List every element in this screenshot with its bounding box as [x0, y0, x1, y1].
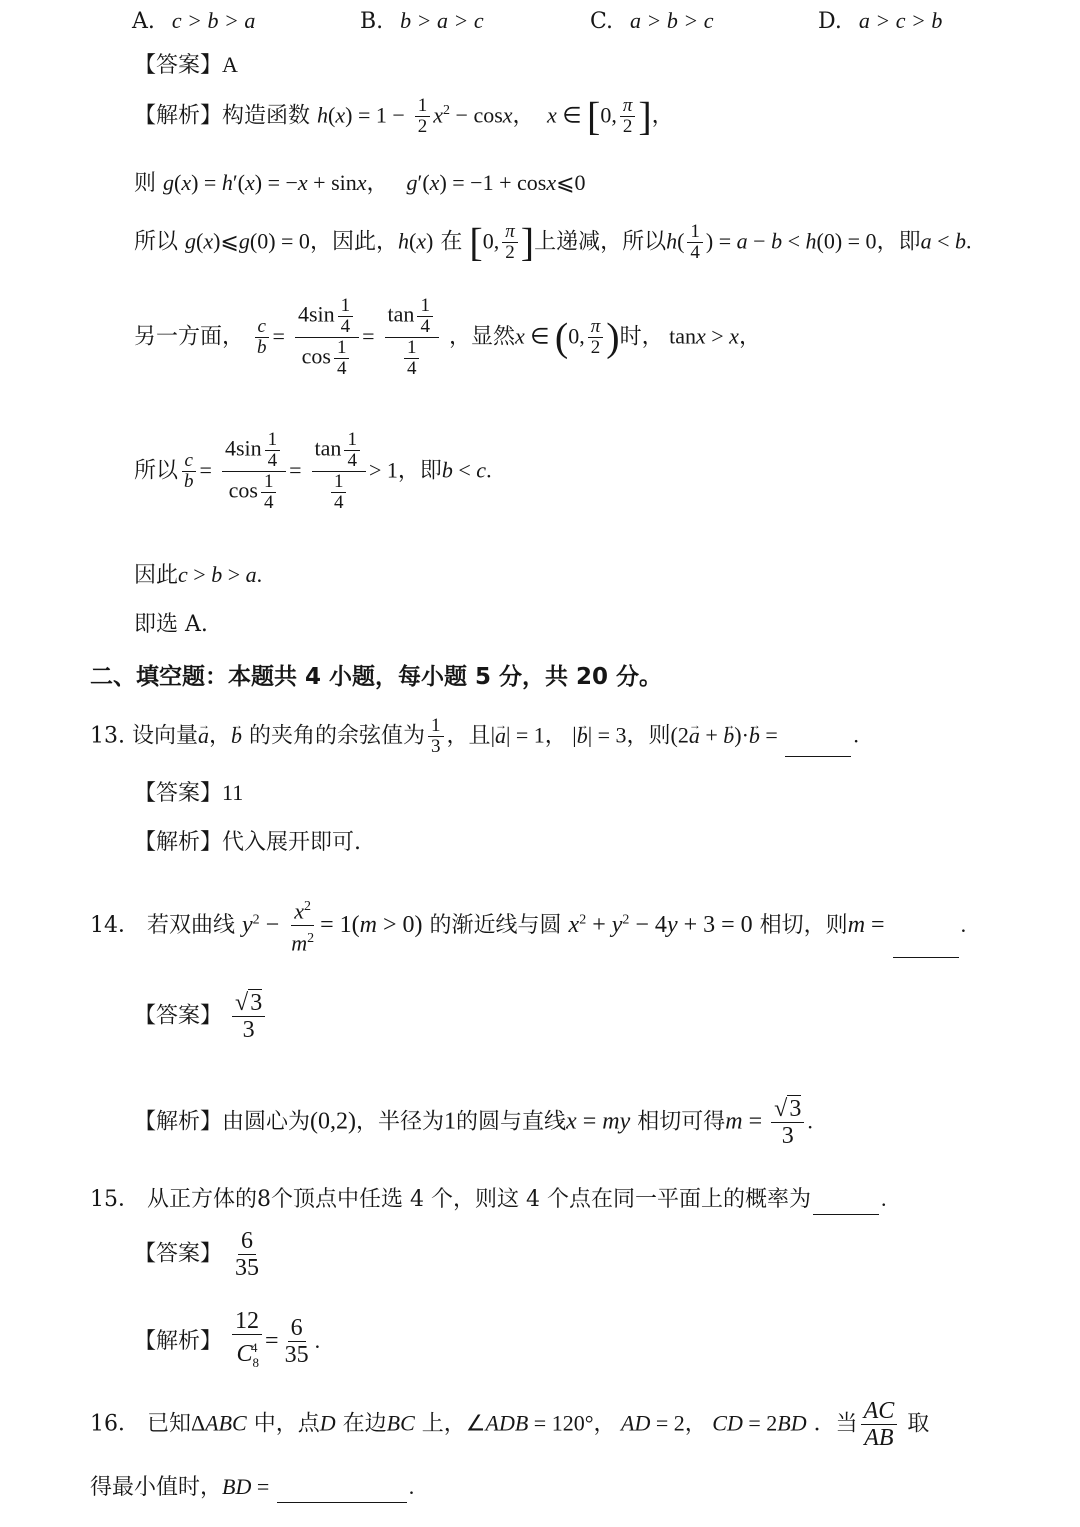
question-text: 中，点	[253, 1411, 320, 1437]
answer-value: 11	[222, 780, 244, 805]
question-text: 上，	[421, 1411, 466, 1437]
question-text: 从正方体的8个顶点中任选 4 个，则这 4 个点在同一平面上的概率为	[147, 1187, 811, 1212]
question-text: 已知	[147, 1411, 192, 1437]
analysis-text: 相切可得	[637, 1109, 726, 1135]
analysis-text: 在	[440, 229, 463, 255]
analysis-text: 即选 A.	[134, 612, 208, 637]
q12-analysis-line2: 则 g(x) = h′(x) = −x + sinx， g′(x) = −1 + cosx⩽0	[134, 170, 586, 196]
option-c	[590, 6, 714, 37]
question-number: 15．	[90, 1187, 140, 1212]
analysis-text: 上递减，所以	[534, 229, 667, 255]
question-text: 得最小值时，	[90, 1475, 223, 1500]
option-label: D.	[818, 9, 842, 34]
option-expr: b > a > c	[400, 8, 484, 33]
question-text: 设向量	[132, 723, 199, 749]
option-a	[132, 6, 255, 37]
option-expr: a > c > b	[858, 8, 943, 33]
question-number: 16．	[90, 1411, 140, 1437]
question-text: ．当	[813, 1411, 858, 1437]
q13-answer	[134, 778, 243, 809]
analysis-text: ，半径为	[356, 1109, 445, 1135]
analysis-text: 由圆心为	[222, 1109, 311, 1135]
question-text: 相切，则	[759, 912, 848, 938]
analysis-text: ，即	[397, 458, 442, 484]
q16-stem: 16． 已知ΔABC 中，点D 在边BC 上，∠ADB = 120°， AD = 2， CD = 2BD ．当 $\frac{AC}{AB}$ 取	[90, 1398, 930, 1451]
answer-tag: 【答案】	[134, 53, 223, 78]
q15-answer: 【答案】 $\frac{6}{35}$	[134, 1228, 260, 1281]
q14-stem: 14． 若双曲线 $y^2$ − $\frac{x^2}{m^2}$ = 1(m > 0) 的渐近线与圆 $x^2 + y^2 - 4y + 3 = 0$ 相切，则m = .	[90, 894, 966, 958]
analysis-tag: 【解析】	[134, 103, 223, 129]
q12-analysis-line6: 因此c > b > a.	[134, 562, 263, 588]
option-label: A.	[132, 9, 155, 34]
answer-tag: 【答案】	[134, 1241, 223, 1267]
q12-analysis-line7	[134, 610, 208, 640]
question-text: ，且	[446, 723, 491, 749]
question-text: 取	[907, 1411, 930, 1437]
analysis-text: 所以	[134, 229, 179, 255]
answer-tag: 【答案】	[134, 1003, 223, 1029]
answer-value: A	[222, 52, 238, 77]
q14-analysis: 【解析】由圆心为(0,2)，半径为1的圆与直线x = my 相切可得m = $\frac{√3}{3}$ .	[134, 1096, 813, 1149]
q13-stem: 13. 设向量→ a，→ b 的夹角的余弦值为 $\frac{1}{3}$ ，且|→ a| = 1， |→ b| = 3，则(2→ a + → b)·→ b = .	[90, 716, 859, 757]
q15-stem: 15． 从正方体的8个顶点中任选 4 个，则这 4 个点在同一平面上的概率为 .	[90, 1184, 886, 1215]
question-text: 的渐近线与圆	[429, 912, 562, 938]
section-heading: 二、填空题：本题共 4 小题，每小题 5 分，共 20 分。	[90, 664, 663, 690]
q13-analysis	[134, 828, 361, 858]
analysis-text: ，即	[876, 229, 921, 255]
option-label: B.	[360, 9, 384, 34]
analysis-text: 代入展开即可.	[222, 830, 362, 855]
q12-analysis-line3: 所以 g(x)⩽g(0) = 0，因此，h(x) 在 [0, $\frac{\pi}{2}$ ]上递减，所以h( $\frac{1}{4}$ ) = a − b < h(0) = 0，即a < b.	[134, 219, 972, 265]
answer-blank[interactable]	[785, 756, 851, 757]
analysis-text: 因此	[134, 563, 179, 588]
analysis-tag: 【解析】	[134, 830, 223, 855]
analysis-text: 所以	[134, 458, 179, 484]
answer-blank[interactable]	[893, 957, 959, 958]
q14-answer: 【答案】 $\frac{√3}{3}$	[134, 990, 268, 1043]
answer-blank[interactable]	[277, 1502, 407, 1503]
analysis-tag: 【解析】	[134, 1109, 223, 1135]
question-number: 13.	[90, 723, 125, 749]
option-expr: c > b > a	[171, 8, 256, 33]
answer-tag: 【答案】	[134, 781, 223, 806]
answer-blank[interactable]	[813, 1214, 879, 1215]
question-text: 的夹角的余弦值为	[249, 723, 426, 749]
option-b	[360, 6, 484, 37]
analysis-text: ，因此，	[309, 229, 398, 255]
analysis-text: 另一方面，	[134, 324, 245, 350]
question-number: 14．	[90, 912, 140, 938]
analysis-text: 的圆与直线	[456, 1109, 567, 1135]
analysis-text: 时，	[619, 324, 664, 350]
question-text: ，则	[626, 723, 671, 749]
q12-answer	[134, 50, 238, 81]
question-text: 在边	[342, 1411, 387, 1437]
analysis-text: ，显然	[448, 324, 515, 350]
q12-analysis-line4: 另一方面， $\frac{c}{b}$ = 4sin $\frac{1}{4}$ cos $\frac{1}{4}$ = tan $\frac{1}{4}$ $\frac{1}{4}$ ，显然x ∈ (0, $\frac{\pi}{2}$ )时， tanx > x，	[134, 295, 761, 379]
analysis-text: 则	[134, 171, 157, 196]
option-label: C.	[590, 9, 614, 34]
analysis-tag: 【解析】	[134, 1328, 223, 1354]
q12-analysis-line5: 所以 $\frac{c}{b}$ = 4sin $\frac{1}{4}$ cos $\frac{1}{4}$ = tan $\frac{1}{4}$ $\frac{1}{4}$ > 1，即b < c.	[134, 429, 492, 513]
option-d	[818, 6, 942, 37]
q12-analysis-line1: 【解析】构造函数 h(x) = 1 − $\frac{1}{2}$ $x^2 - \cos x$， x ∈ [0, $\frac{\pi}{2}$ ]，	[134, 93, 674, 139]
option-expr: a > b > c	[630, 8, 714, 33]
analysis-text: 构造函数	[222, 103, 311, 129]
q15-analysis: 【解析】 $\frac{12}{C_8^4}$ = $\frac{6}{35}$ .	[134, 1308, 321, 1370]
question-text: 若双曲线	[147, 912, 236, 938]
q16-stem-cont: 得最小值时，BD = .	[90, 1472, 414, 1503]
